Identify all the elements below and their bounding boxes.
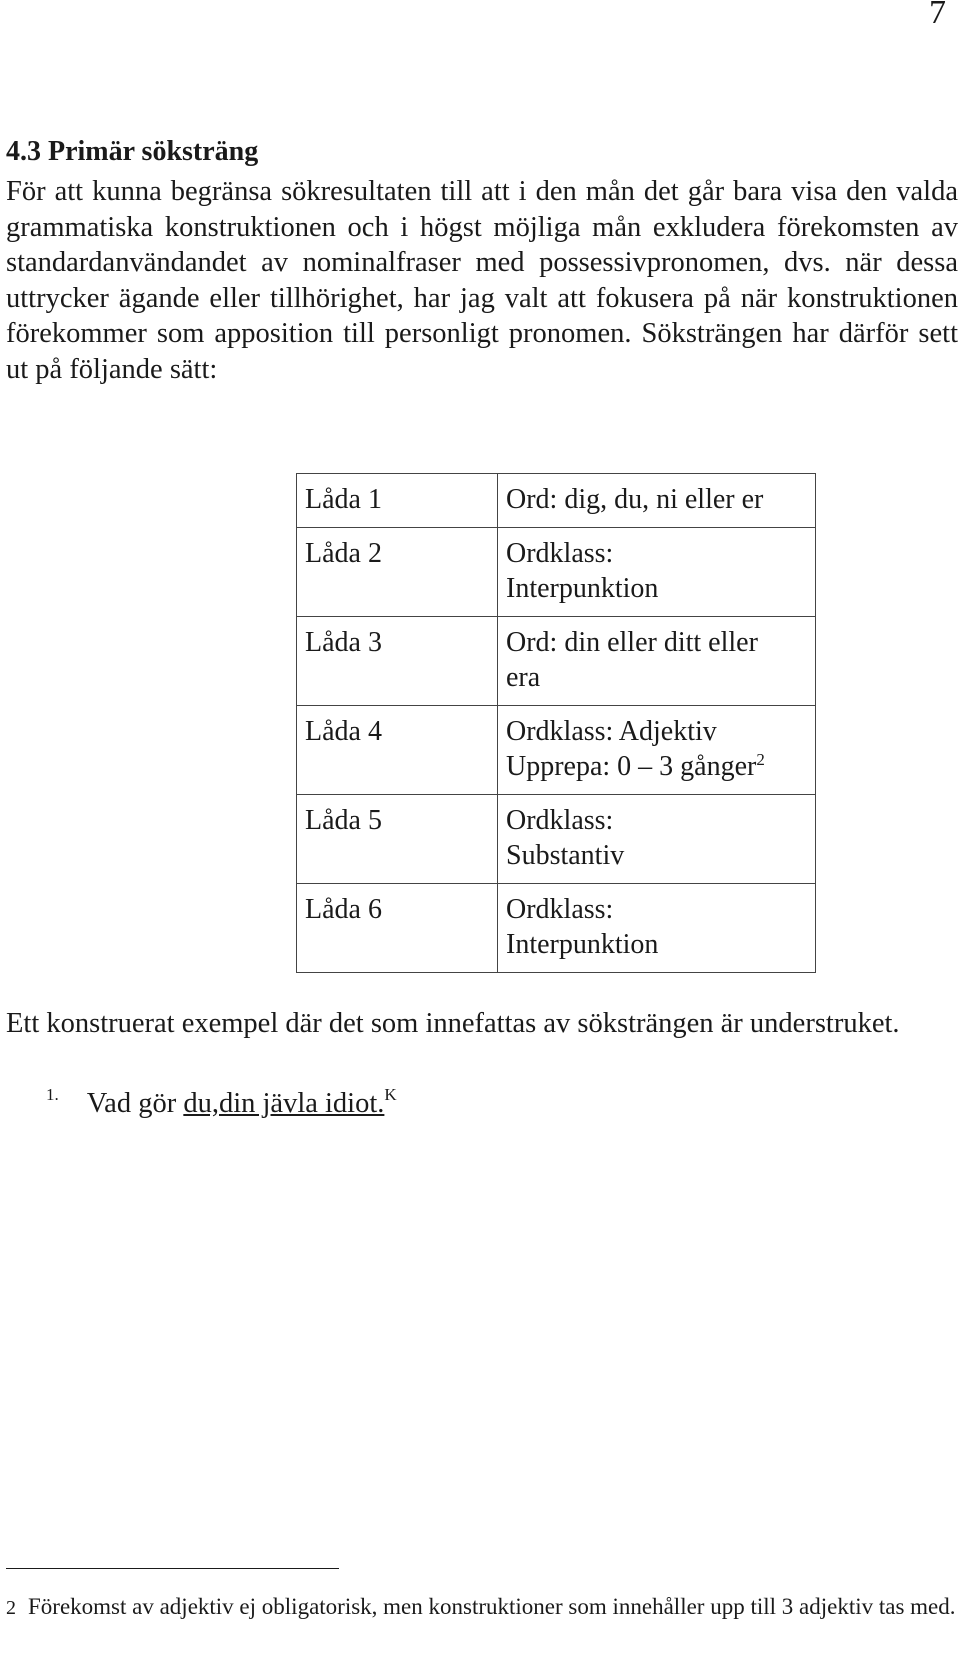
table-row: [297, 706, 816, 795]
example-sentence: [46, 1085, 397, 1120]
box-criteria: [498, 617, 816, 706]
table-row: [297, 884, 816, 973]
table-row: [297, 795, 816, 884]
table-row: [297, 474, 816, 528]
criteria-line: Interpunktion: [506, 929, 659, 960]
criteria-line: Ordklass:: [506, 538, 614, 569]
footnote-ref: 2: [756, 750, 765, 769]
criteria-line: Ordklass: Adjektiv: [506, 716, 717, 747]
example-prefix: Vad gör: [86, 1088, 184, 1119]
criteria-line: Ordklass:: [506, 894, 614, 925]
box-label: Låda 1: [297, 474, 498, 528]
criteria-line: Ord: dig, du, ni eller er: [506, 484, 764, 515]
box-criteria: [498, 884, 816, 973]
footnote-separator: [6, 1568, 339, 1569]
criteria-line: era: [506, 662, 541, 693]
footnote-number: 2: [6, 1597, 16, 1619]
page-number: 7: [929, 0, 946, 31]
footnote-text: Förekomst av adjektiv ej obligatorisk, men konstruktioner som innehåller upp till 3 adjektiv tas med.: [28, 1594, 956, 1619]
body-paragraph: För att kunna begränsa sökresultaten till att i den mån det går bara visa den valda grammatiska konstruktionen och i högst möjliga mån exkludera förekomsten av standardanvändandet av nominalfraser med possessivpronomen, dvs. när dessa uttrycker ägande eller tillhörighet, har jag valt att fokusera på när konstruktionen förekommer som apposition till personligt pronomen. Söksträngen har därför sett ut på följande sätt:: [6, 176, 958, 385]
search-string-table: [296, 473, 816, 973]
criteria-line: Interpunktion: [506, 573, 659, 604]
section-heading: 4.3 Primär söksträng: [6, 136, 259, 167]
box-label: Låda 4: [297, 706, 498, 795]
table-row: [297, 528, 816, 617]
box-criteria: [498, 474, 816, 528]
criteria-line: Substantiv: [506, 840, 625, 871]
box-label: Låda 5: [297, 795, 498, 884]
example-source-mark: K: [384, 1085, 397, 1104]
example-number: 1.: [46, 1085, 59, 1104]
box-label: Låda 6: [297, 884, 498, 973]
box-criteria: [498, 528, 816, 617]
example-underlined: du,din jävla idiot.: [183, 1088, 385, 1119]
box-label: Låda 2: [297, 528, 498, 617]
box-criteria: [498, 706, 816, 795]
box-criteria: [498, 795, 816, 884]
body-paragraph: Ett konstruerat exempel där det som innefattas av söksträngen är understruket.: [6, 1008, 900, 1039]
footnote: [6, 1590, 958, 1625]
table-row: [297, 617, 816, 706]
criteria-line: Upprepa: 0 – 3 gånger: [506, 751, 757, 782]
box-label: Låda 3: [297, 617, 498, 706]
criteria-line: Ord: din eller ditt eller: [506, 627, 758, 658]
criteria-line: Ordklass:: [506, 805, 614, 836]
